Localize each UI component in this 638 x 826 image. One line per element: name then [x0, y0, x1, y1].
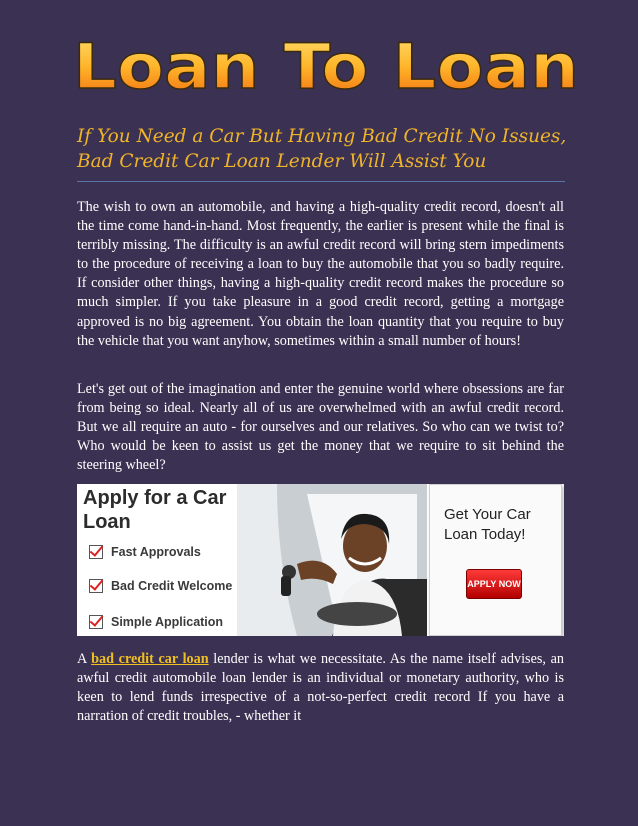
cta-card	[429, 484, 562, 636]
apply-now-button[interactable]: APPLY NOW	[466, 569, 522, 599]
document-subtitle: If You Need a Car But Having Bad Credit No Issues, Bad Credit Car Loan Lender Will Assist You	[77, 126, 567, 172]
paragraph-reality: Let's get out of the imagination and enter the genuine world where obsessions are far from being so ideal. Nearly all of us are overwhelmed with an awful credit record. But we all require an auto - for ourselves and our relatives. So who can we twist to? Who would be keen to assist us get the money that we require to sit behind the steering wheel?	[77, 381, 564, 474]
paragraph-lender-start: A	[77, 651, 92, 667]
checkbox-icon	[89, 579, 103, 593]
car-loan-ad-banner[interactable]	[77, 484, 564, 636]
checkbox-icon	[89, 545, 103, 559]
title-logo	[70, 30, 582, 100]
feature-label: Bad Credit Welcome	[111, 579, 233, 593]
paragraph-lender-rest: lender is what we necessitate. As the name itself advises, an awful credit automobile loan lender is an individual or monetary authority, who is keen to lend funds irrespective of a not-so-perfect credit record If you have a narration of credit troubles, - whether it	[77, 651, 564, 725]
feature-item	[89, 612, 249, 632]
paragraph-lender	[77, 650, 564, 726]
cta-text: Get Your Car Loan Today!	[444, 506, 531, 543]
feature-item	[89, 576, 249, 596]
document-title: Loan To Loan	[73, 30, 579, 100]
checkbox-icon	[89, 615, 103, 629]
paragraph-intro: The wish to own an automobile, and having a high-quality credit record, doesn't all the time come hand-in-hand. Most frequently, the earlier is present while the final is terribly missing. The difficulty is an awful credit record will bring stern impediments to the procedure of receiving a loan to buy the automobile that you so badly require. If consider other things, having a high-quality credit record makes the procedure so much simpler. If you take pleasure in a good credit record, getting a mortgage approved is no big agreement. You obtain the loan quantity that you require to buy the vehicle that you want anyhow, sometimes within a small number of hours!	[77, 199, 564, 349]
subtitle-divider	[77, 181, 565, 182]
bad-credit-car-loan-link[interactable]: bad credit car loan	[91, 651, 209, 667]
car-keys-photo	[237, 484, 427, 636]
feature-label: Fast Approvals	[111, 545, 201, 559]
banner-heading: Apply for a Car Loan	[83, 487, 227, 533]
feature-label: Simple Application	[111, 615, 224, 629]
feature-item	[89, 542, 249, 562]
